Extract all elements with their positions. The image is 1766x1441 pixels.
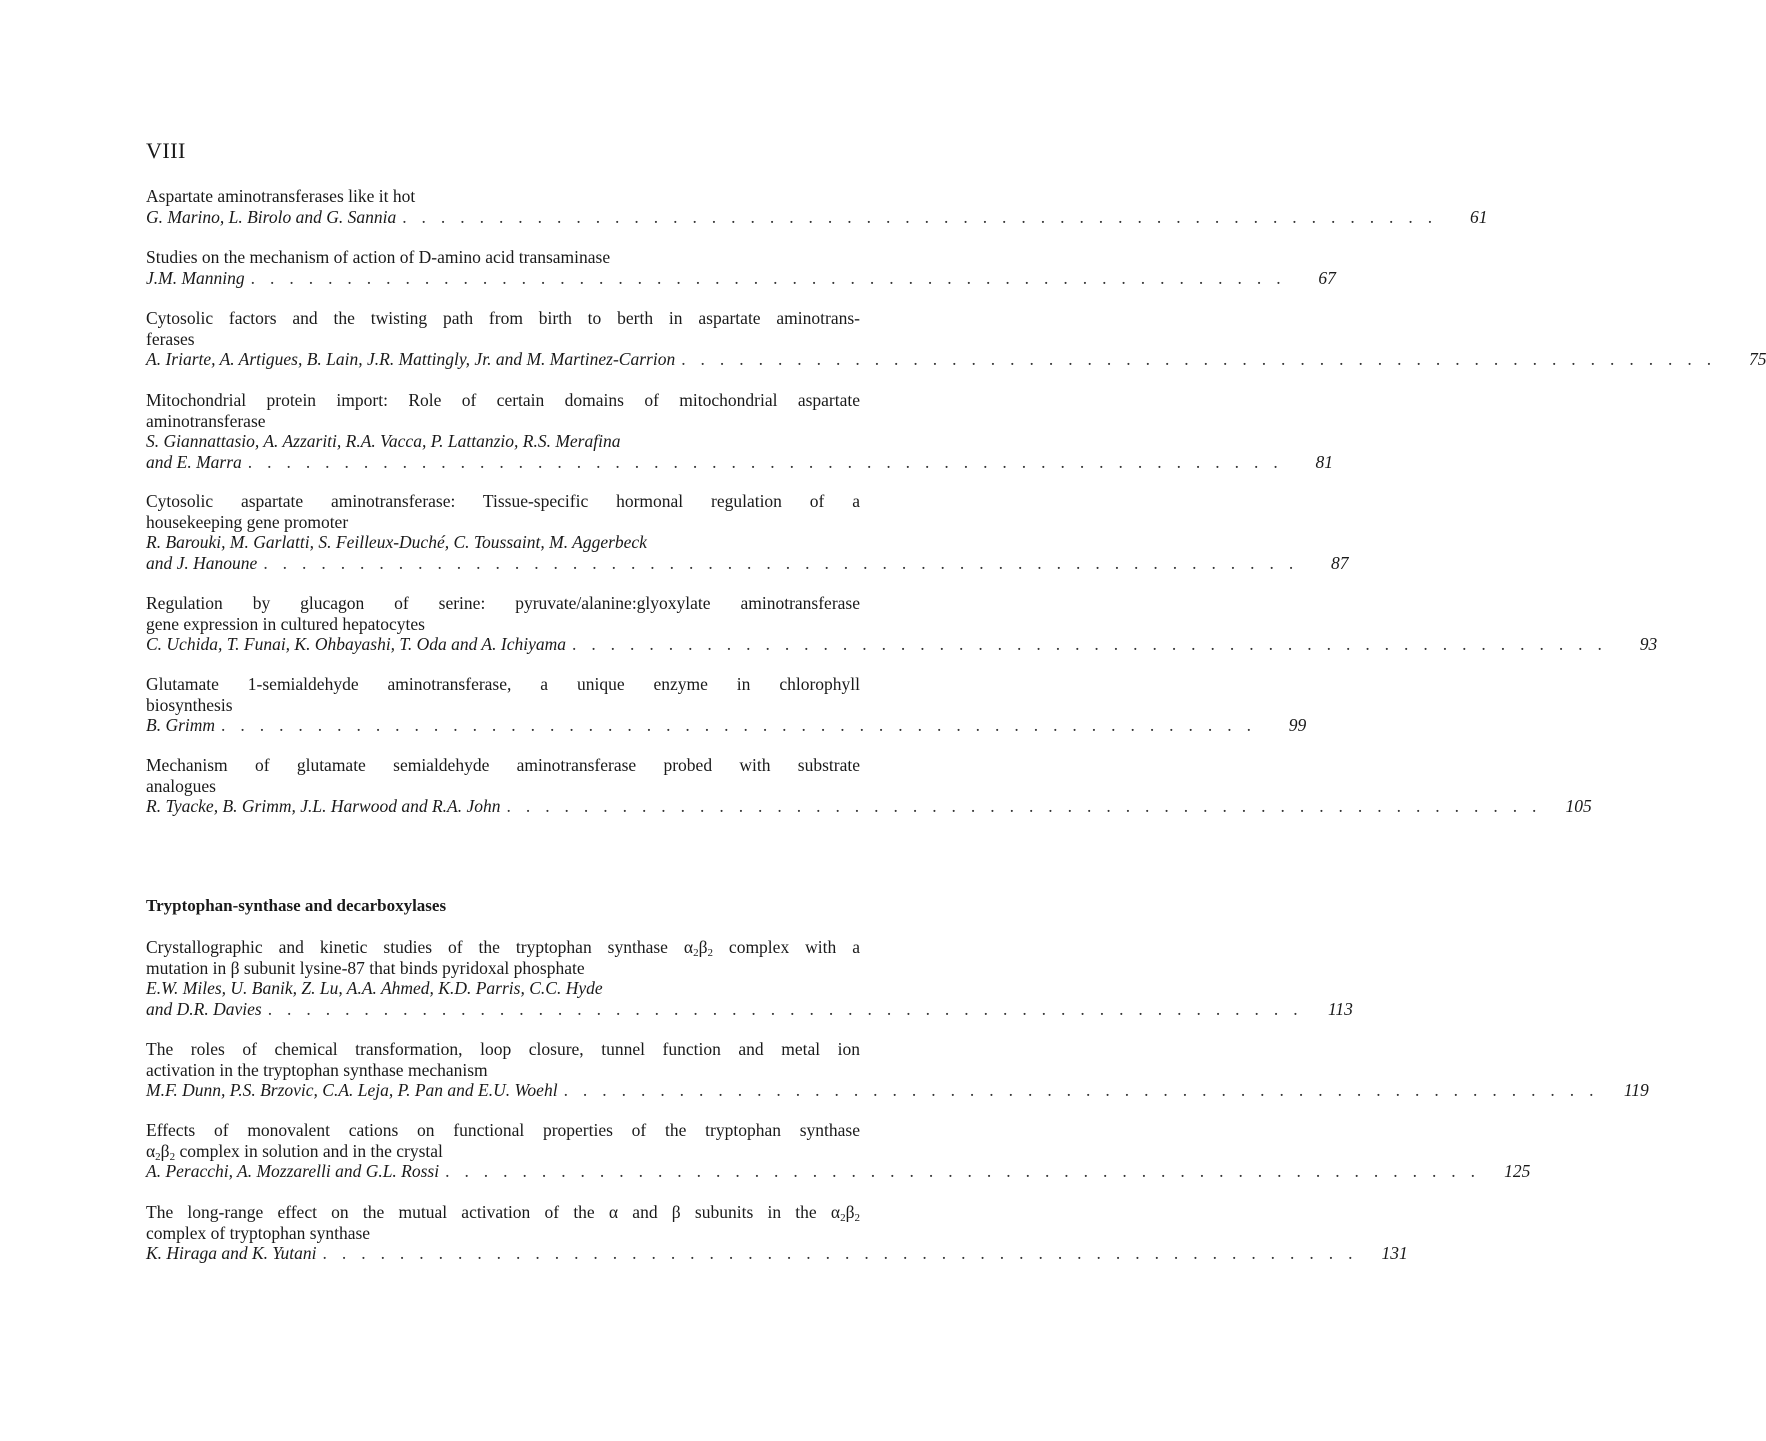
- section-heading: Tryptophan-synthase and decarboxylases: [146, 896, 447, 915]
- entry-page-number: 87: [1331, 552, 1349, 573]
- entry-page-number: 81: [1315, 451, 1333, 472]
- dot-leader: . . . . . . . . . . . . . . . . . . . . . . . . . . . . . . . . . . . . . . . . . . . . . . . . . . . . . .: [571, 634, 1608, 654]
- entry-title: Mechanism of glutamate semialdehyde aminotransferase probed with substrate: [146, 755, 860, 775]
- entry-page-number: 125: [1504, 1161, 1531, 1181]
- entry-title: Effects of monovalent cations on functional properties of the tryptophan synthase: [146, 1120, 860, 1140]
- entry-title-cont: gene expression in cultured hepatocytes: [146, 613, 425, 634]
- entry-byline: [146, 552, 1349, 574]
- entry-title-cont: mutation in β subunit lysine-87 that binds pyridoxal phosphate: [146, 957, 585, 978]
- entry-title: Regulation by glucagon of serine: pyruvate/alanine:glyoxylate aminotransferase: [146, 593, 860, 613]
- entry-authors: B. Grimm: [146, 715, 216, 735]
- entry-page-number: 61: [1469, 206, 1488, 227]
- entry-page-number: 113: [1327, 998, 1353, 1019]
- entry-byline: [146, 634, 1658, 655]
- entry-authors-cont: and D.R. Davies: [146, 998, 262, 1019]
- dot-leader: . . . . . . . . . . . . . . . . . . . . . . . . . . . . . . . . . . . . . . . . . . . . . . . . . . . . . .: [445, 1161, 1481, 1181]
- toc-entry[interactable]: [146, 674, 1307, 736]
- toc-entry[interactable]: [146, 308, 1766, 370]
- toc-entry[interactable]: [146, 1120, 1531, 1182]
- entry-title: The long-range effect on the mutual activation of the α and β subunits in the $\alpha_2\beta_2$: [146, 1202, 860, 1224]
- entry-title: Cytosolic factors and the twisting path from birth to berth in aspartate aminotrans-: [146, 308, 860, 328]
- entry-title: Aspartate aminotransferases like it hot: [146, 186, 416, 206]
- entry-authors: M.F. Dunn, P.S. Brzovic, C.A. Leja, P. Pan and E.U. Woehl: [146, 1080, 558, 1100]
- entry-title-cont: ferases: [146, 328, 195, 349]
- toc-entry[interactable]: [146, 247, 1336, 288]
- entry-title: Studies on the mechanism of action of D-amino acid transaminase: [146, 247, 611, 267]
- entry-authors: C. Uchida, T. Funai, K. Ohbayashi, T. Oda and A. Ichiyama: [146, 634, 566, 654]
- toc-entry[interactable]: [146, 755, 1592, 817]
- entry-title-cont: housekeeping gene promoter: [146, 511, 349, 532]
- toc-entry[interactable]: [146, 1202, 1408, 1264]
- dot-leader: . . . . . . . . . . . . . . . . . . . . . . . . . . . . . . . . . . . . . . . . . . . . . . . . . . . . . .: [267, 998, 1303, 1019]
- dot-leader: . . . . . . . . . . . . . . . . . . . . . . . . . . . . . . . . . . . . . . . . . . . . . . . . . . . . . .: [250, 267, 1286, 288]
- entry-byline: [146, 267, 1336, 289]
- entry-byline: [146, 206, 1488, 228]
- entry-authors: S. Giannattasio, A. Azzariti, R.A. Vacca, P. Lattanzio, R.S. Merafina: [146, 431, 621, 451]
- entry-page-number: 105: [1565, 796, 1592, 816]
- entry-page-number: 99: [1288, 715, 1307, 735]
- page-number: VIII: [146, 138, 186, 163]
- entry-page-number: 75: [1748, 349, 1766, 369]
- dot-leader: . . . . . . . . . . . . . . . . . . . . . . . . . . . . . . . . . . . . . . . . . . . . . . . . . . . . . .: [402, 206, 1438, 227]
- entry-authors: G. Marino, L. Birolo and G. Sannia: [146, 206, 397, 227]
- entry-title: Glutamate 1-semialdehyde aminotransferase, a unique enzyme in chlorophyll: [146, 674, 860, 694]
- entry-byline: [146, 349, 1766, 370]
- entry-authors-cont: and E. Marra: [146, 451, 242, 472]
- entry-title-cont: analogues: [146, 775, 216, 796]
- dot-leader: . . . . . . . . . . . . . . . . . . . . . . . . . . . . . . . . . . . . . . . . . . . . . . . . . . . . . .: [221, 715, 1257, 735]
- entry-authors: R. Tyacke, B. Grimm, J.L. Harwood and R.A. John: [146, 796, 501, 816]
- dot-leader: . . . . . . . . . . . . . . . . . . . . . . . . . . . . . . . . . . . . . . . . . . . . . . . . . . . . . .: [322, 1243, 1358, 1263]
- entry-page-number: 131: [1381, 1243, 1408, 1263]
- toc-entry[interactable]: [146, 491, 1349, 573]
- entry-title: The roles of chemical transformation, loop closure, tunnel function and metal ion: [146, 1039, 860, 1059]
- toc-entry[interactable]: [146, 390, 1333, 472]
- entry-title: Cytosolic aspartate aminotransferase: Tissue-specific hormonal regulation of a: [146, 491, 860, 511]
- dot-leader: . . . . . . . . . . . . . . . . . . . . . . . . . . . . . . . . . . . . . . . . . . . . . . . . . . . . . .: [247, 451, 1283, 472]
- entry-authors: E.W. Miles, U. Banik, Z. Lu, A.A. Ahmed, K.D. Parris, C.C. Hyde: [146, 978, 603, 998]
- entry-page-number: 67: [1318, 267, 1336, 288]
- entry-byline: [146, 796, 1592, 817]
- entry-authors: A. Peracchi, A. Mozzarelli and G.L. Rossi: [146, 1161, 440, 1181]
- entry-page-number: 119: [1623, 1080, 1649, 1100]
- entry-byline: [146, 998, 1353, 1020]
- entry-authors-cont: and J. Hanoune: [146, 552, 258, 573]
- entry-byline: [146, 715, 1307, 736]
- entry-title-cont: complex of tryptophan synthase: [146, 1222, 371, 1243]
- entry-page-number: 93: [1639, 634, 1658, 654]
- entry-authors: J.M. Manning: [146, 267, 245, 288]
- dot-leader: . . . . . . . . . . . . . . . . . . . . . . . . . . . . . . . . . . . . . . . . . . . . . . . . . . . . . .: [263, 552, 1299, 573]
- entry-authors: R. Barouki, M. Garlatti, S. Feilleux-Duché, C. Toussaint, M. Aggerbeck: [146, 532, 647, 552]
- entry-authors: A. Iriarte, A. Artigues, B. Lain, J.R. Mattingly, Jr. and M. Martinez-Carrion: [146, 349, 676, 369]
- toc-entry[interactable]: [146, 593, 1658, 655]
- dot-leader: . . . . . . . . . . . . . . . . . . . . . . . . . . . . . . . . . . . . . . . . . . . . . . . . . . . . . .: [506, 796, 1542, 816]
- entry-byline: [146, 451, 1333, 473]
- entry-title-cont: biosynthesis: [146, 694, 233, 715]
- entry-title-cont: $\alpha_2\beta_2$ complex in solution and in the crystal: [146, 1140, 443, 1163]
- toc-entry[interactable]: [146, 1039, 1649, 1101]
- entry-byline: [146, 1161, 1531, 1182]
- dot-leader: . . . . . . . . . . . . . . . . . . . . . . . . . . . . . . . . . . . . . . . . . . . . . . . . . . . . . .: [681, 349, 1717, 369]
- dot-leader: . . . . . . . . . . . . . . . . . . . . . . . . . . . . . . . . . . . . . . . . . . . . . . . . . . . . . .: [563, 1080, 1599, 1100]
- entry-title-cont: aminotransferase: [146, 410, 266, 431]
- entry-authors: K. Hiraga and K. Yutani: [146, 1243, 317, 1263]
- entry-title-cont: activation in the tryptophan synthase mechanism: [146, 1059, 488, 1080]
- entry-title: Crystallographic and kinetic studies of the tryptophan synthase $\alpha_2\beta_2$ complex with a: [146, 937, 860, 959]
- entry-byline: [146, 1080, 1649, 1101]
- toc-entry[interactable]: [146, 937, 1353, 1019]
- entry-byline: [146, 1243, 1408, 1264]
- toc-entry[interactable]: [146, 186, 1488, 227]
- entry-title: Mitochondrial protein import: Role of certain domains of mitochondrial aspartate: [146, 390, 860, 410]
